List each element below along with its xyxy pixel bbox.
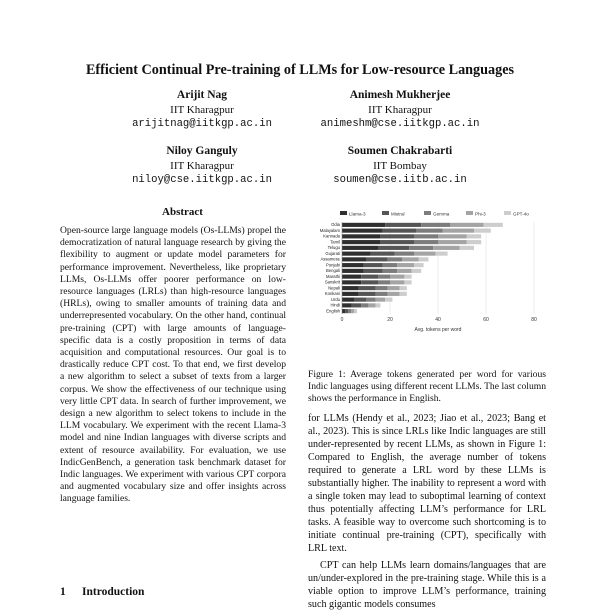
bar-segment — [361, 275, 378, 279]
legend-swatch — [340, 211, 347, 215]
bar-segment — [342, 229, 383, 233]
bar-segment — [438, 234, 467, 238]
bar-chart — [308, 206, 543, 356]
bar-segment — [380, 234, 414, 238]
legend-label: Gemma — [433, 211, 450, 217]
bar-segment — [364, 269, 383, 273]
bar-segment — [351, 309, 354, 313]
bar-segment — [397, 269, 411, 273]
author-email: soumen@cse.iitb.ac.in — [333, 174, 467, 186]
bar-segment — [342, 275, 361, 279]
bar-segment — [402, 257, 419, 261]
x-tick-label: 40 — [435, 317, 441, 323]
legend-swatch — [382, 211, 389, 215]
bar-segment — [390, 280, 404, 284]
category-label: Malayalam — [319, 227, 340, 233]
x-tick-label: 80 — [531, 317, 537, 323]
bar-segment — [484, 223, 503, 227]
category-label: Konkani — [324, 291, 340, 297]
bar-segment — [380, 240, 414, 244]
bar-segment — [414, 240, 438, 244]
author-block-3 — [92, 144, 312, 188]
bar-segment — [409, 246, 433, 250]
bar-segment — [342, 303, 352, 307]
bar-segment — [390, 275, 404, 279]
bar-segment — [376, 286, 388, 290]
bar-segment — [450, 223, 484, 227]
bar-segment — [342, 286, 359, 290]
bar-segment — [342, 263, 364, 267]
figure-caption: Figure 1: Average tokens generated per word for various Indic languages using different recent LLMs. The last column shows the performance in English. — [308, 369, 546, 405]
category-label: Kannada — [323, 233, 340, 239]
bar-segment — [376, 303, 381, 307]
author-email: animeshm@cse.iitkgp.ac.in — [320, 118, 480, 130]
bar-segment — [383, 269, 397, 273]
bar-segment — [404, 275, 411, 279]
category-label: Odia — [331, 222, 340, 228]
bar-segment — [404, 280, 411, 284]
category-label: Gujarati — [325, 250, 340, 256]
legend-label: Mistral — [391, 211, 405, 217]
bar-segment — [342, 280, 361, 284]
bar-segment — [342, 309, 345, 313]
author-block-1 — [92, 88, 312, 132]
bar-segment — [366, 257, 388, 261]
x-tick-label: 20 — [387, 317, 393, 323]
bar-segment — [467, 234, 481, 238]
bar-segment — [436, 252, 448, 256]
bar-segment — [368, 303, 375, 307]
bar-segment — [342, 234, 380, 238]
bar-segment — [359, 286, 376, 290]
author-email: arijitnag@iitkgp.ac.in — [132, 118, 272, 130]
bar-segment — [388, 292, 400, 296]
author-affiliation: IIT Kharagpur — [170, 159, 234, 172]
author-affiliation: IIT Bombay — [373, 159, 427, 172]
abstract-text: Open-source large language models (Os-LLMs) propel the democratization of natural language research by giving the flexibility to augment or update model parameters for performance improvement. Nevertheless, like proprietary LLMs, Os-LLMs offer poorer performance on low-resource languages (LRLs) than high-resource languages (HRLs), owing to smaller amounts of training data and underrepresented vocabulary. On the other hand, continual pre-training (CPT) with large amounts of language-specific data is a costly proposition in terms of data acquisition and computational resources. Our goal is to drastically reduce CPT cost. To that end, we first develop a new algorithm to select a subset of texts from a larger corpus. We show the effectiveness of our technique using very little CPT data. In search of further improvement, we design a new algorithm to select tokens to include in the LLM vocabulary. We experiment with the recent Llama-3 model and nine Indian languages with diverse scripts and extent of resource availability. For evaluation, we use IndicGenBench, a generation task benchmark dataset for Indic languages. We experiment with various CPT corpora and augmented vocabulary size and offer insights across language families. — [60, 225, 286, 505]
bar-segment — [433, 246, 459, 250]
author-block-4 — [290, 144, 510, 188]
bar-segment — [352, 303, 362, 307]
bar-segment — [414, 263, 424, 267]
bar-segment — [342, 257, 366, 261]
x-axis-label: Avg. tokens per word — [414, 327, 462, 333]
bar-segment — [354, 309, 357, 313]
bar-segment — [397, 263, 414, 267]
category-label: English — [326, 308, 340, 314]
author-name: Niloy Ganguly — [166, 145, 238, 157]
category-label: Urdu — [330, 296, 340, 302]
bar-segment — [348, 309, 351, 313]
bar-segment — [342, 223, 385, 227]
bar-segment — [438, 240, 467, 244]
bar-segment — [388, 257, 402, 261]
bar-segment — [359, 292, 376, 296]
legend-swatch — [466, 211, 473, 215]
bar-segment — [376, 292, 388, 296]
author-name: Soumen Chakrabarti — [347, 145, 453, 157]
bar-segment — [342, 269, 364, 273]
bar-segment — [354, 298, 366, 302]
bar-segment — [342, 292, 359, 296]
bar-segment — [378, 280, 390, 284]
category-label: Hindi — [330, 302, 340, 308]
author-block-2 — [290, 88, 510, 132]
bar-segment — [383, 263, 397, 267]
author-name: Animesh Mukherjee — [349, 89, 451, 101]
bar-segment — [342, 246, 378, 250]
paper-title: Efficient Continual Pre-training of LLMs for Low-resource Languages — [85, 62, 515, 78]
author-name: Arijit Nag — [176, 89, 228, 101]
body-paragraph-2: CPT can help LLMs learn domains/languages that are un/under-explored in the pre-training stage. While this is a viable option to improve LLM’s performance, training such gigantic models consumes — [308, 560, 546, 610]
bar-segment — [364, 263, 383, 267]
figure-1 — [308, 206, 543, 356]
author-affiliation: IIT Kharagpur — [368, 103, 432, 116]
section-number: 1 — [60, 586, 66, 598]
abstract-heading: Abstract — [162, 206, 203, 218]
bar-segment — [345, 309, 348, 313]
body-paragraph-1: for LLMs (Hendy et al., 2023; Jiao et al., 2023; Bang et al., 2023). This is since LRLs like Indic languages are still under-represented by recent LLMs, as shown in Figure 1: Compared to English, the average number of tokens required to generate a LRL word by these LLMs is substantially higher. The inability to represent a word with a single token may lead to suboptimal learning of context thus potentially affecting LLM’s performance for LRL tasks. A feasible way to overcome such shortcoming is to initiate continual pre-training (CPT), specifically with LRL text. — [308, 413, 546, 554]
bar-segment — [412, 269, 422, 273]
bar-segment — [395, 252, 414, 256]
category-label: Bengali — [326, 268, 340, 274]
bar-segment — [400, 286, 407, 290]
bar-segment — [388, 286, 400, 290]
section-heading — [60, 586, 144, 598]
bar-segment — [460, 246, 474, 250]
bar-segment — [378, 246, 409, 250]
bar-segment — [443, 229, 474, 233]
legend-label: Phi-3 — [475, 211, 486, 217]
legend-swatch — [504, 211, 511, 215]
bar-segment — [474, 229, 491, 233]
bar-segment — [400, 292, 407, 296]
category-label: Tamil — [330, 239, 340, 245]
bar-segment — [342, 298, 354, 302]
bar-segment — [419, 257, 429, 261]
bar-segment — [376, 298, 386, 302]
bar-segment — [414, 234, 438, 238]
bar-segment — [416, 229, 442, 233]
legend-label: Llama-3 — [349, 211, 366, 217]
bar-segment — [361, 280, 378, 284]
bar-segment — [366, 298, 376, 302]
author-affiliation: IIT Kharagpur — [170, 103, 234, 116]
bar-segment — [378, 275, 390, 279]
category-label: Nepali — [328, 285, 340, 291]
bar-segment — [385, 298, 392, 302]
category-label: Telugu — [327, 245, 340, 251]
section-title: Introduction — [82, 586, 145, 598]
x-tick-label: 60 — [483, 317, 489, 323]
body-text — [308, 412, 546, 611]
bar-segment — [383, 229, 417, 233]
bar-segment — [467, 240, 481, 244]
category-label: Marathi — [326, 273, 340, 279]
legend-swatch — [424, 211, 431, 215]
x-tick-label: 0 — [340, 317, 344, 323]
bar-segment — [385, 223, 421, 227]
legend-label: GPT-4o — [513, 211, 529, 217]
category-label: Assamese — [320, 256, 340, 262]
bar-segment — [421, 223, 450, 227]
bar-segment — [414, 252, 436, 256]
bar-segment — [342, 240, 380, 244]
category-label: Sanskrit — [324, 279, 340, 285]
bar-segment — [371, 252, 395, 256]
category-label: Punjabi — [326, 262, 340, 268]
bar-segment — [342, 252, 371, 256]
author-email: niloy@cse.iitkgp.ac.in — [132, 174, 272, 186]
bar-segment — [361, 303, 368, 307]
